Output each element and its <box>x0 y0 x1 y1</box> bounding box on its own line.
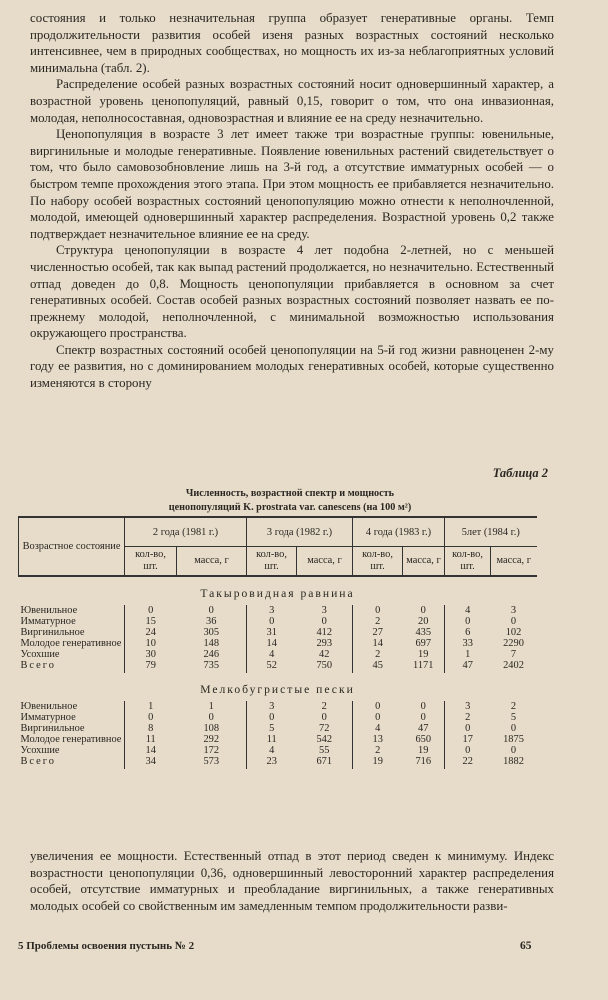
mass-cell: 292 <box>203 734 220 745</box>
count-cell: 13 <box>353 734 403 745</box>
body-text-bottom <box>30 848 554 914</box>
count-cell: 3 <box>247 605 297 616</box>
mass-cell: 0 <box>420 605 426 616</box>
count-cell: 0 <box>125 605 177 616</box>
section-title: Такыровидная равнина <box>200 586 355 600</box>
mass-cell: 55 <box>319 745 330 756</box>
row-label: Молодое генеративное <box>20 734 122 745</box>
count-cell: 0 <box>247 616 297 627</box>
count-cell: 0 <box>247 712 297 723</box>
paragraph: Спектр возрастных состояний особей ценопопуляции на 5-й год жизни равноценен 2-му году ее развития, но с доминированием молодых генеративных особей, которые существенно изменяются в сторону <box>30 342 554 391</box>
mass-cell: 72 <box>319 723 330 734</box>
count-cell: 1 <box>125 701 177 712</box>
table-row <box>19 756 537 769</box>
row-label: Виргинильное <box>20 627 85 638</box>
row-label: Ювенильное <box>20 605 78 616</box>
count-header: кол-во, шт. <box>125 547 177 577</box>
mass-cell: 0 <box>420 701 426 712</box>
table-row <box>19 745 537 756</box>
mass-cell: 3 <box>321 605 327 616</box>
count-cell: 11 <box>125 734 177 745</box>
paragraph: состояния и только незначительная группа образует генеративные органы. Темп продолжительности развития особей изеня разных возрастных состояний несколько интенсивнее, чем в природных сообществах, но мощность их из-за неблагоприятных условий минимальна (табл. 2). <box>30 11 554 75</box>
count-cell: 4 <box>445 605 491 616</box>
count-cell: 5 <box>247 723 297 734</box>
count-cell: 17 <box>445 734 491 745</box>
count-cell: 0 <box>445 723 491 734</box>
count-cell: 30 <box>125 649 177 660</box>
mass-cell: 735 <box>203 660 220 671</box>
footer-signature: 5 Проблемы освоения пустынь № 2 <box>18 940 195 952</box>
mass-cell: 7 <box>510 649 517 660</box>
mass-cell: 2 <box>510 701 517 712</box>
table-caption-line: ценопопуляций K. prostrata var. canescens (на 100 м²) <box>168 502 412 513</box>
count-cell: 3 <box>247 701 297 712</box>
mass-cell: 1875 <box>503 734 524 745</box>
table-section-title <box>19 673 537 701</box>
count-cell: 22 <box>445 756 491 769</box>
count-cell: 14 <box>125 745 177 756</box>
mass-cell: 750 <box>316 660 333 671</box>
state-header: Возрастное состояние <box>19 517 125 576</box>
table-row <box>19 638 537 649</box>
count-cell: 27 <box>353 627 403 638</box>
mass-cell: 0 <box>321 712 327 723</box>
mass-cell: 2402 <box>503 660 524 671</box>
mass-cell: 0 <box>510 723 517 734</box>
count-cell: 6 <box>445 627 491 638</box>
mass-cell: 20 <box>418 616 429 627</box>
year-header: 4 года (1983 г.) <box>353 517 445 547</box>
mass-cell: 0 <box>420 712 426 723</box>
mass-cell: 0 <box>321 616 327 627</box>
count-cell: 47 <box>445 660 491 673</box>
mass-cell: 36 <box>206 616 217 627</box>
count-cell: 8 <box>125 723 177 734</box>
count-cell: 0 <box>353 701 403 712</box>
table-row <box>19 660 537 673</box>
mass-cell: 3 <box>510 605 517 616</box>
mass-header: масса, г <box>177 547 247 577</box>
count-cell: 24 <box>125 627 177 638</box>
count-header: кол-во, шт. <box>247 547 297 577</box>
mass-cell: 2290 <box>503 638 524 649</box>
mass-cell: 305 <box>203 627 220 638</box>
year-header: 3 года (1982 г.) <box>247 517 353 547</box>
mass-cell: 0 <box>510 745 517 756</box>
mass-cell: 573 <box>203 756 220 767</box>
row-label: Имматурное <box>20 712 76 723</box>
table-row <box>19 605 537 616</box>
count-cell: 0 <box>125 712 177 723</box>
mass-cell: 2 <box>321 701 327 712</box>
mass-cell: 172 <box>203 745 220 756</box>
table-row <box>19 723 537 734</box>
row-label: Молодое генеративное <box>20 638 122 649</box>
mass-cell: 1 <box>208 701 214 712</box>
count-cell: 34 <box>125 756 177 769</box>
mass-cell: 0 <box>208 605 214 616</box>
mass-cell: 5 <box>510 712 517 723</box>
mass-cell: 42 <box>319 649 330 660</box>
count-cell: 33 <box>445 638 491 649</box>
mass-cell: 102 <box>505 627 522 638</box>
row-label: Всего <box>20 660 56 671</box>
row-label: Всего <box>20 756 56 767</box>
table-row <box>19 701 537 712</box>
mass-header: масса, г <box>297 547 353 577</box>
mass-cell: 246 <box>203 649 220 660</box>
table-row <box>19 649 537 660</box>
count-cell: 0 <box>353 605 403 616</box>
year-header: 2 года (1981 г.) <box>125 517 247 547</box>
count-cell: 19 <box>353 756 403 769</box>
mass-header: масса, г <box>491 547 537 577</box>
row-label: Ювенильное <box>20 701 78 712</box>
paragraph: увеличения ее мощности. Естественный отпад в этот период сведен к минимуму. Индекс возрастности ценопопуляции 0,36, одновершинный левосторонний характер распределения особей, отсутствие имматурных и преобладание виргинильных, а также генеративных молодых особей со свойственным им замедленным темпом продолжительности разви- <box>30 849 554 913</box>
table-row <box>19 712 537 723</box>
count-cell: 79 <box>125 660 177 673</box>
count-cell: 31 <box>247 627 297 638</box>
mass-cell: 716 <box>415 756 432 767</box>
count-cell: 4 <box>247 745 297 756</box>
count-cell: 3 <box>445 701 491 712</box>
mass-cell: 148 <box>203 638 220 649</box>
count-cell: 0 <box>445 616 491 627</box>
row-label: Имматурное <box>20 616 76 627</box>
body-text-top <box>30 10 554 392</box>
count-header: кол-во, шт. <box>445 547 491 577</box>
paragraph: Ценопопуляция в возрасте 3 лет имеет также три возрастные группы: ювенильные, виргинильные и молодые генеративные. Появление ювенильных растений свидетельствует о том, что было самовозобновление лишь на 3-й год, а отсутствие имматурных особей — о быстром темпе прохождения этого этапа. При этом мощность ее прибавляется незначительно. По набору особей возрастных состояний ценопопуляцию можно отнести к неполночленной, молодой, имеющей одновершинный характер распределения. Возрастной уровень 0,2 также подтверждает незначительное влияние ее на среду. <box>30 127 554 241</box>
row-label: Виргинильное <box>20 723 85 734</box>
table-caption-line: Численность, возрастной спектр и мощность <box>185 488 395 499</box>
count-cell: 4 <box>247 649 297 660</box>
count-cell: 45 <box>353 660 403 673</box>
table-body <box>19 576 537 769</box>
row-label: Усохшие <box>20 649 60 660</box>
count-cell: 2 <box>445 712 491 723</box>
count-header: кол-во, шт. <box>353 547 403 577</box>
section-title: Мелкобугристые пески <box>200 682 355 696</box>
count-cell: 0 <box>353 712 403 723</box>
table-number: Таблица 2 <box>492 466 548 480</box>
mass-cell: 435 <box>415 627 432 638</box>
count-cell: 52 <box>247 660 297 673</box>
mass-cell: 47 <box>418 723 429 734</box>
count-cell: 14 <box>247 638 297 649</box>
table-row <box>19 734 537 745</box>
mass-cell: 671 <box>316 756 333 767</box>
mass-cell: 1882 <box>503 756 524 767</box>
table-row <box>19 627 537 638</box>
mass-cell: 412 <box>316 627 333 638</box>
table-caption <box>70 487 510 515</box>
mass-cell: 0 <box>510 616 517 627</box>
mass-cell: 542 <box>316 734 333 745</box>
count-cell: 10 <box>125 638 177 649</box>
count-cell: 2 <box>353 745 403 756</box>
mass-cell: 108 <box>203 723 220 734</box>
table-row <box>19 616 537 627</box>
count-cell: 2 <box>353 649 403 660</box>
count-cell: 14 <box>353 638 403 649</box>
count-cell: 23 <box>247 756 297 769</box>
mass-cell: 293 <box>316 638 333 649</box>
data-table <box>18 516 537 769</box>
count-cell: 2 <box>353 616 403 627</box>
mass-cell: 1171 <box>413 660 434 671</box>
count-cell: 11 <box>247 734 297 745</box>
mass-cell: 0 <box>208 712 214 723</box>
count-cell: 15 <box>125 616 177 627</box>
paragraph: Распределение особей разных возрастных состояний носит одновершинный характер, а возрастной уровень ценопопуляций, равный 0,15, говорит о том, что она инвазионная, молодая, неполносоставная, одновозрастная и влияние ее на среду незначительно. <box>30 77 554 125</box>
mass-cell: 650 <box>415 734 432 745</box>
count-cell: 4 <box>353 723 403 734</box>
page-number: 65 <box>520 940 532 952</box>
paragraph: Структура ценопопуляции в возрасте 4 лет подобна 2-летней, но с меньшей численностью особей, так как выпад растений продолжается, но незначительно. Естественный отпад доведен до 0,8. Мощность ценопопуляции прибавляется в основном за счет генеративных особей. Состав особей разных возрастных состояний позволяет назвать ее по-прежнему молодой, неполночленной, с минимальной возможностью использования окружающего пространства. <box>30 243 554 341</box>
mass-header: масса, г <box>403 547 445 577</box>
row-label: Усохшие <box>20 745 60 756</box>
year-header: 5лет (1984 г.) <box>445 517 537 547</box>
count-cell: 1 <box>445 649 491 660</box>
mass-cell: 697 <box>415 638 432 649</box>
table-section-title <box>19 576 537 605</box>
count-cell: 0 <box>445 745 491 756</box>
mass-cell: 19 <box>418 745 429 756</box>
mass-cell: 19 <box>418 649 429 660</box>
